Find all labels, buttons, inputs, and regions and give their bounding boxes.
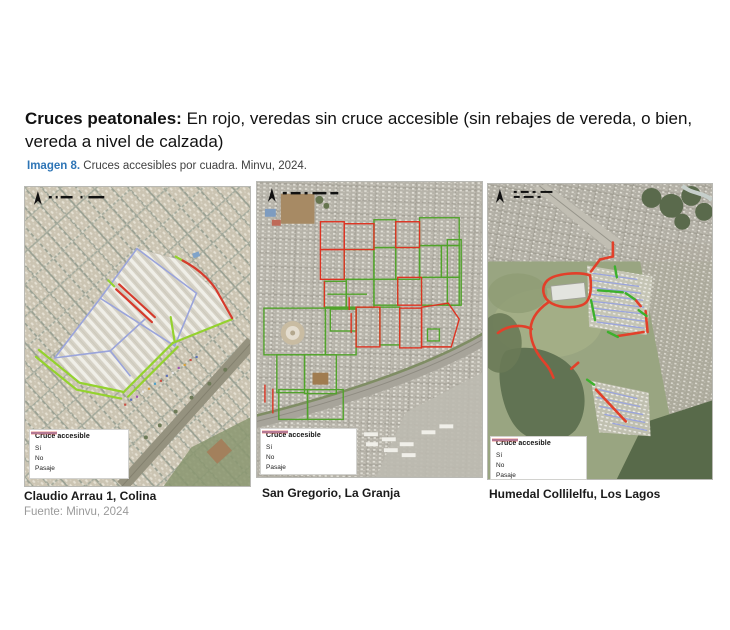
legend-si-label: Sí <box>266 443 273 451</box>
legend-pasaje-label: Pasaje <box>35 464 55 472</box>
caption-number: Imagen 8. <box>27 160 81 172</box>
legend-item-si <box>496 450 582 460</box>
legend-no-label: No <box>496 461 505 469</box>
legend-item-pasaje <box>496 470 582 480</box>
legend-san-gregorio <box>260 428 357 475</box>
legend-pasaje-label: Pasaje <box>266 463 286 471</box>
map-humedal-collilelfu <box>487 183 713 480</box>
legend-no-label: No <box>35 454 44 462</box>
page-title <box>25 107 717 153</box>
map-label-san-gregorio: San Gregorio, La Granja <box>262 486 401 500</box>
legend-si-label: Sí <box>35 444 42 452</box>
map-label-humedal: Humedal Collilelfu, Los Lagos <box>489 487 661 501</box>
legend-humedal <box>490 436 587 480</box>
map-claudio-arrau <box>24 186 251 487</box>
legend-item-pasaje <box>35 463 124 473</box>
legend-no-label: No <box>266 453 275 461</box>
legend-si-label: Sí <box>496 451 503 459</box>
legend-title: Cruce accesible <box>35 433 90 440</box>
title-rest: En rojo, veredas sin cruce accesible (sin rebajes de vereda, o bien, vereda a nivel de calzada) <box>25 109 693 151</box>
satellite-image-humedal <box>488 184 712 479</box>
map-san-gregorio <box>256 181 483 478</box>
legend-title: Cruce accesible <box>266 432 321 439</box>
legend-item-si <box>266 442 352 452</box>
legend-title: Cruce accesible <box>496 440 551 447</box>
legend-claudio-arrau <box>29 429 129 479</box>
title-bold: Cruces peatonales: <box>25 109 182 128</box>
legend-pasaje-swatch <box>30 430 58 436</box>
legend-item-si <box>35 443 124 453</box>
legend-item-pasaje <box>266 462 352 472</box>
legend-item-no <box>266 452 352 462</box>
legend-pasaje-label: Pasaje <box>496 471 516 479</box>
legend-pasaje-swatch <box>491 437 519 443</box>
map-label-claudio-arrau: Claudio Arrau 1, Colina <box>24 489 157 503</box>
source-note: Fuente: Minvu, 2024 <box>24 506 129 518</box>
figure-caption <box>27 160 307 172</box>
legend-pasaje-swatch <box>261 429 289 435</box>
legend-item-no <box>496 460 582 470</box>
caption-text: Cruces accesibles por cuadra. Minvu, 2024. <box>80 160 307 172</box>
legend-item-no <box>35 453 124 463</box>
